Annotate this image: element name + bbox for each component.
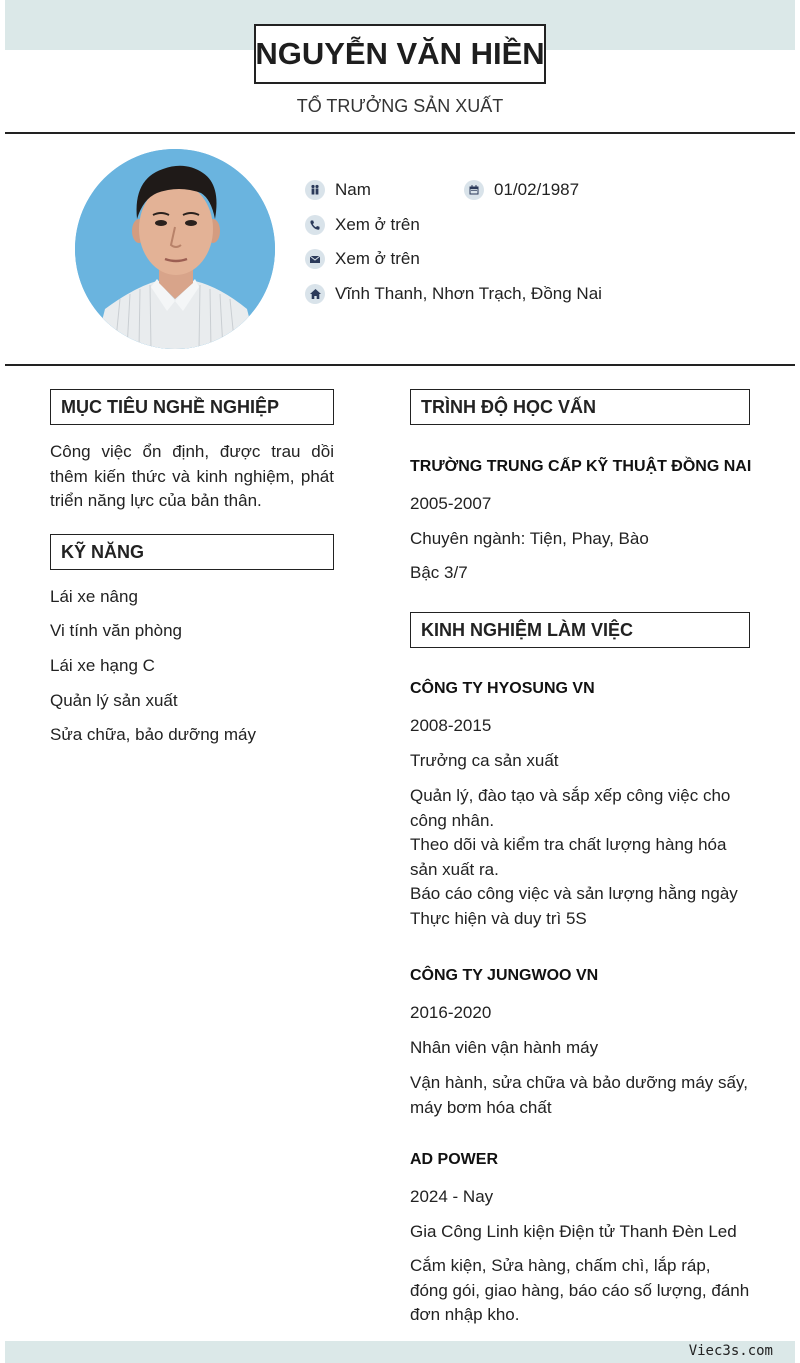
job-company: CÔNG TY HYOSUNG VN <box>410 680 595 697</box>
school-name: TRƯỜNG TRUNG CẤP KỸ THUẬT ĐỒNG NAI <box>410 458 752 475</box>
email-item <box>305 249 420 269</box>
skills-title: KỸ NĂNG <box>61 541 145 562</box>
job-title: TỔ TRƯỞNG SẢN XUẤT <box>296 96 504 116</box>
job-period: 2024 - Nay <box>410 1187 494 1206</box>
candidate-name: NGUYỄN VĂN HIỀN <box>255 36 545 71</box>
job-description: Quản lý, đào tạo và sắp xếp công việc cho công nhân. Theo dõi và kiểm tra chất lượng hàng hóa sản xuất ra. Báo cáo công việc và sản lượng hằng ngày Thực hiện và duy trì 5S <box>410 786 738 928</box>
job-period: 2016-2020 <box>410 1003 492 1022</box>
name-box <box>254 24 546 84</box>
education-title: TRÌNH ĐỘ HỌC VẤN <box>421 396 596 417</box>
phone-item <box>305 215 420 235</box>
job-company: CÔNG TY JUNGWOO VN <box>410 967 599 984</box>
skill-item: Sửa chữa, bảo dưỡng máy <box>50 725 256 744</box>
experience-header <box>410 612 750 648</box>
skill-item: Vi tính văn phòng <box>50 621 183 640</box>
birthday-value: 01/02/1987 <box>494 180 580 199</box>
objective-header <box>50 389 334 425</box>
objective-text: Công việc ổn định, được trau dồi thêm kiến thức và kinh nghiệm, phát triển năng lực của bản thân. <box>50 442 334 510</box>
phone-icon <box>305 215 325 235</box>
job-description: Vận hành, sửa chữa và bảo dưỡng máy sấy, máy bơm hóa chất <box>410 1073 748 1117</box>
skills-header <box>50 534 334 570</box>
gender-value: Nam <box>335 180 371 199</box>
education-major: Chuyên ngành: Tiện, Phay, Bào <box>410 529 649 548</box>
email-value: Xem ở trên <box>335 249 420 268</box>
skill-item: Quản lý sản xuất <box>50 691 178 710</box>
skill-item: Lái xe nâng <box>50 587 138 606</box>
footer-band <box>5 1341 795 1363</box>
education-header <box>410 389 750 425</box>
job-position: Nhân viên vận hành máy <box>410 1038 599 1057</box>
education-period: 2005-2007 <box>410 494 492 513</box>
divider-top <box>5 132 795 134</box>
gender-item <box>305 180 371 200</box>
address-item <box>305 284 602 304</box>
job-description: Cắm kiện, Sửa hàng, chấm chì, lắp ráp, đóng gói, giao hàng, báo cáo số lượng, đánh đơn nhập kho. <box>410 1256 750 1324</box>
education-level: Bậc 3/7 <box>410 563 468 582</box>
watermark: Viec3s.com <box>688 1343 773 1359</box>
gender-icon <box>305 180 325 200</box>
phone-value: Xem ở trên <box>335 215 420 234</box>
experience-title: KINH NGHIỆM LÀM VIỆC <box>421 619 634 640</box>
job-position: Trưởng ca sản xuất <box>410 751 559 770</box>
mail-icon <box>305 249 325 269</box>
home-icon <box>305 284 325 304</box>
job-company: AD POWER <box>410 1151 498 1168</box>
job-position: Gia Công Linh kiện Điện tử Thanh Đèn Led <box>410 1222 737 1241</box>
skill-item: Lái xe hạng C <box>50 656 155 675</box>
portrait-illustration <box>75 149 275 349</box>
objective-title: MỤC TIÊU NGHỀ NGHIỆP <box>61 396 280 417</box>
profile-photo <box>75 149 275 349</box>
divider-middle <box>5 364 795 366</box>
calendar-icon <box>464 180 484 200</box>
address-value: Vĩnh Thanh, Nhơn Trạch, Đồng Nai <box>335 284 602 303</box>
job-period: 2008-2015 <box>410 716 492 735</box>
birthday-item <box>464 180 579 200</box>
